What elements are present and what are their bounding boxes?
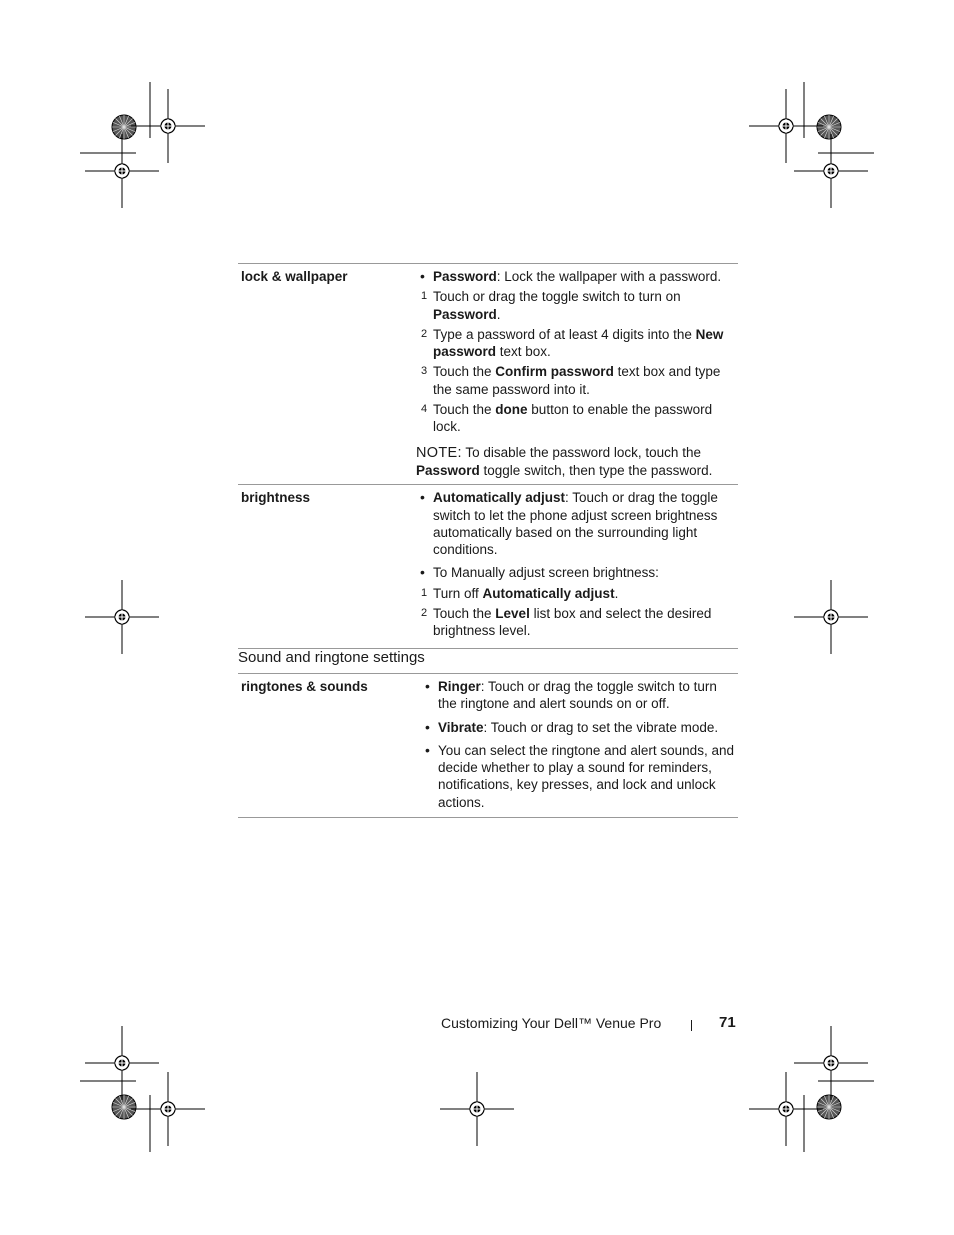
row-term: brightness [241,490,311,506]
step-item [416,326,738,361]
bullet-item [416,268,738,285]
settings-table-sound [238,673,738,818]
section-heading: Sound and ringtone settings [238,649,425,666]
step-text: Turn off [433,585,483,601]
bullet-bold: Password [433,269,497,284]
bullet-marker: • [420,268,425,284]
bullet-marker: • [425,741,430,758]
bullet-marker: • [425,718,430,735]
note-label: NOTE: [416,444,462,461]
step-number: 2 [421,327,428,340]
step-item [416,585,738,602]
bullet-marker: • [425,678,430,694]
step-bold: Level [495,606,530,622]
bullet-item [421,719,738,736]
step-number: 1 [421,586,428,599]
row-term: ringtones & sounds [241,679,368,694]
note-text: To disable the password lock, touch the [461,444,701,460]
row-description [416,489,738,642]
bullet-text: : Touch or drag to set the vibrate mode. [483,719,719,735]
page-number: 71 [719,1014,736,1031]
step-text: Type a password of at least 4 digits into the [433,326,696,342]
step-item [416,288,738,323]
step-text: Touch the [433,364,496,380]
step-item [416,363,738,398]
step-text: Touch the [433,402,496,418]
bullet-text: : Lock the wallpaper with a password. [496,269,722,284]
footer-title: Customizing Your Dell™ Venue Pro [441,1015,662,1031]
bullet-bold: Vibrate [438,719,484,735]
step-number: 4 [421,403,428,416]
step-text: . [614,585,619,601]
step-bold: New password [433,326,724,360]
step-item [416,401,738,436]
bullet-bold: Automatically adjust [433,490,566,506]
step-number: 1 [421,290,428,303]
step-bold: Password [433,306,497,322]
bullet-text: You can select the ringtone and alert sounds, and decide whether to play a sound for reminders, notifications, key presses, and lock and unlock actions. [438,742,734,810]
step-bold: Confirm password [495,364,614,380]
row-description [416,678,738,814]
step-text: list box and select the desired brightness level. [433,606,712,639]
bullet-marker: • [420,564,425,581]
bullet-text: : Touch or drag the toggle switch to turn the ringtone and alert sounds on or off. [438,679,717,712]
note-block [416,444,738,480]
bullet-text: To Manually adjust screen brightness: [433,565,659,581]
step-bold: Automatically adjust [482,585,615,601]
bullet-text: : Touch or drag the toggle switch to let the phone adjust screen brightness automatically based on the surrounding light conditions. [433,490,718,558]
table-row-lock-wallpaper [238,264,738,485]
settings-table-display [238,263,738,649]
note-bold: Password [416,462,480,478]
bullet-item [421,678,738,713]
step-number: 3 [421,365,428,378]
footer-divider [691,1020,692,1031]
bullet-marker: • [420,489,425,506]
step-text: button to enable the password lock. [433,402,713,435]
step-item [416,605,738,640]
step-bold: done [495,402,528,418]
step-text: Touch or drag the toggle switch to turn on [433,289,681,305]
bullet-item [416,564,738,581]
step-text: . [496,306,501,322]
bullet-bold: Ringer [438,679,481,694]
row-description [416,268,738,479]
row-term: lock & wallpaper [241,269,348,284]
step-text: text box and type the same password into it. [433,364,721,397]
table-row-brightness [238,485,738,648]
bullet-item [416,489,738,558]
step-text: text box. [496,344,551,360]
note-text: toggle switch, then type the password. [479,462,713,478]
step-text: Touch the [433,606,496,622]
step-number: 2 [421,607,428,620]
table-row-ringtones-sounds [238,674,738,818]
bullet-item [421,742,738,811]
